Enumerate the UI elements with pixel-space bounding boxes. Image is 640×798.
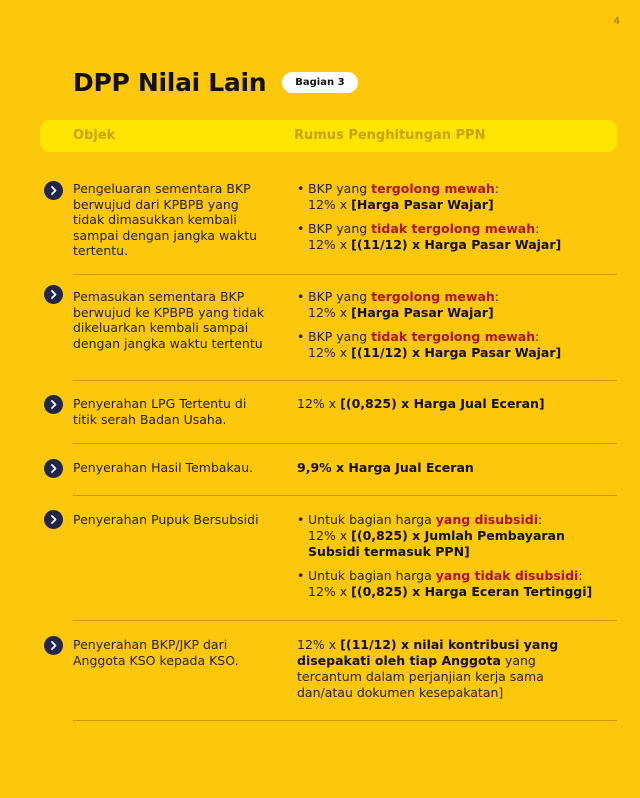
section-badge: Bagian 3 [282, 72, 357, 93]
row-object: Penyerahan Hasil Tembakau. [73, 460, 254, 475]
formula-item: • Untuk bagian harga yang disubsidi: 12% x [(0,825) x Jumlah Pembayaran Subsidi termasuk PPN] [297, 512, 565, 559]
row-formula: 12% x [(11/12) x nilai kontribusi yang disepakati oleh tiap Anggota yang tercantum dalam perjanjian kerja sama dan/atau dokumen kesepakatan] [297, 637, 559, 700]
chevron-right-icon [44, 285, 63, 304]
row-object: Penyerahan LPG Tertentu di titik serah Badan Usaha. [73, 396, 247, 427]
row-formula [297, 181, 597, 261]
row-object: Pengeluaran sementara BKP berwujud dari KPBPB yang tidak dimasukkan kembali sampai dengan jangka waktu tertentu. [73, 181, 258, 258]
formula-item: • BKP yang tergolong mewah: 12% x [Harga Pasar Wajar] [297, 181, 499, 212]
row-formula [297, 512, 597, 608]
table-header [40, 120, 617, 152]
header-rumus: Rumus Penghitungan PPN [294, 128, 486, 143]
formula-item: • BKP yang tidak tergolong mewah: 12% x [(11/12) x Harga Pasar Wajar] [297, 329, 562, 360]
table-row [73, 274, 617, 381]
table-row [73, 620, 617, 721]
table-row [73, 168, 617, 275]
formula-item: • Untuk bagian harga yang tidak disubsidi: 12% x [(0,825) x Harga Eceran Tertinggi] [297, 568, 593, 599]
header-objek: Objek [73, 128, 116, 143]
row-formula: 9,9% x Harga Jual Eceran [297, 460, 474, 475]
row-formula [297, 289, 597, 369]
chevron-right-icon [44, 395, 63, 414]
formula-item: • BKP yang tidak tergolong mewah: 12% x [(11/12) x Harga Pasar Wajar] [297, 221, 562, 252]
chevron-right-icon [44, 636, 63, 655]
page-number: 4 [613, 16, 620, 27]
chevron-right-icon [44, 181, 63, 200]
page-title: DPP Nilai Lain [73, 68, 267, 97]
title-row [73, 68, 358, 97]
row-object: Pemasukan sementara BKP berwujud ke KPBPB yang tidak dikeluarkan kembali sampai dengan jangka waktu tertentu [73, 289, 265, 351]
chevron-right-icon [44, 459, 63, 478]
row-object: Penyerahan Pupuk Bersubsidi [73, 512, 259, 527]
row-formula: 12% x [(0,825) x Harga Jual Eceran] [297, 396, 545, 411]
row-object: Penyerahan BKP/JKP dari Anggota KSO kepada KSO. [73, 637, 239, 668]
table-row [73, 380, 617, 444]
formula-item: • BKP yang tergolong mewah: 12% x [Harga Pasar Wajar] [297, 289, 499, 320]
table-row [73, 443, 617, 496]
chevron-right-icon [44, 510, 63, 529]
table-row [73, 495, 617, 621]
